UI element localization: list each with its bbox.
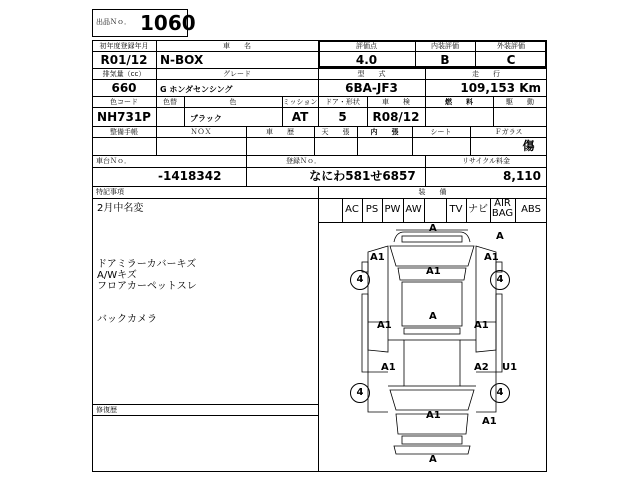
mileage-value: 109,153 Km (460, 81, 541, 95)
tire-rear-right: 4 (490, 383, 510, 403)
history-label: 車 歴 (266, 128, 294, 136)
car-name-value: N-BOX (160, 53, 204, 67)
equip-tv: TV (449, 204, 463, 215)
displacement-value: 660 (111, 81, 137, 95)
score-value: 4.0 (355, 53, 378, 67)
chassis-label: 車台Ｎｏ． (96, 157, 131, 165)
color-value: ブラック (190, 114, 222, 123)
drive-label: 駆 動 (506, 98, 534, 106)
equipment-label: 装 備 (418, 188, 447, 196)
equip-pw: PW (384, 204, 401, 215)
glass-label: Ｆガラス (494, 128, 523, 136)
grade-value: G ホンダセンシング (160, 85, 233, 94)
repair-label: 修復歴 (96, 406, 117, 414)
doors-label: ドア・形状 (325, 98, 360, 106)
grade-label: グレード (223, 70, 251, 78)
chassis-value: -1418342 (158, 169, 222, 183)
displacement-label: 排気量（cc） (102, 70, 146, 78)
int-cover-label: 内 張 (370, 128, 399, 136)
manual-label: 整備手帳 (110, 128, 138, 136)
seat-label: シート (430, 128, 452, 136)
tire-front-right: 4 (490, 270, 510, 290)
damage-mark: A (429, 223, 437, 234)
equip-ac: AC (345, 204, 359, 215)
plate-value: なにわ581せ6857 (309, 169, 416, 183)
remarks-label: 特記事項 (96, 188, 124, 196)
damage-mark: A1 (370, 252, 385, 263)
equip-airbag: AIR BAG (491, 198, 514, 219)
inspection-value: R08/12 (372, 110, 420, 124)
damage-mark: U1 (502, 362, 518, 373)
tire-front-left: 4 (350, 270, 370, 290)
lot-number: 1060 (140, 11, 196, 35)
damage-mark: A (429, 454, 437, 465)
damage-mark: A1 (381, 362, 396, 373)
car-name-label: 車 名 (223, 42, 251, 50)
remark-line-3: A/Wキズ (97, 270, 137, 281)
interior-value: B (440, 53, 450, 67)
damage-mark: A1 (426, 266, 441, 277)
damage-mark: A (429, 311, 437, 322)
color-label: 色 (229, 98, 237, 106)
fuel-label: 燃 料 (445, 98, 473, 106)
damage-mark: A1 (474, 320, 489, 331)
first-reg-value: R01/12 (100, 53, 148, 67)
equip-aw: AW (405, 204, 422, 215)
inspection-label: 車 検 (382, 98, 410, 106)
nox-label: ＮＯＸ (190, 128, 212, 136)
recycle-label: リサイクル料金 (461, 157, 511, 165)
equip-ps: PS (365, 204, 379, 215)
sunroof-label: 天 張 (321, 128, 350, 136)
transmission-value: AT (291, 110, 309, 124)
transmission-label: ミッション (282, 98, 318, 106)
damage-mark: A1 (482, 416, 497, 427)
car-diagram (318, 222, 547, 472)
remark-line-5: バックカメラ (97, 314, 157, 325)
remark-line-2: ドアミラーカバーキズ (97, 259, 197, 270)
exterior-value: C (506, 53, 516, 67)
damage-mark: A1 (377, 320, 392, 331)
score-label: 評価点 (356, 42, 377, 50)
glass-value: 傷 (522, 139, 535, 153)
lot-number-label: 出品Ｎｏ． (96, 18, 131, 26)
mileage-label: 走 行 (472, 70, 500, 78)
exterior-label: 外装評価 (497, 42, 525, 50)
color-change-label: 色替 (163, 98, 177, 106)
color-code-value: NH731P (97, 110, 151, 124)
first-reg-label: 初年度登録年月 (99, 42, 149, 50)
doors-value: 5 (338, 110, 347, 124)
interior-label: 内装評価 (431, 42, 459, 50)
model-label: 型 式 (357, 70, 386, 78)
remark-line-4: フロアカーペットスレ (97, 281, 197, 292)
color-code-label: 色コード (110, 98, 138, 106)
damage-mark: A (496, 231, 504, 242)
damage-mark: A2 (474, 362, 489, 373)
equip-abs: ABS (521, 204, 541, 215)
remark-line-1: 2月中名変 (97, 203, 144, 214)
tire-rear-left: 4 (350, 383, 370, 403)
recycle-value: 8,110 (503, 169, 541, 183)
equip-navi: ナビ (468, 204, 488, 215)
model-value: 6BA-JF3 (345, 81, 398, 95)
damage-mark: A1 (484, 252, 499, 263)
damage-mark: A1 (426, 410, 441, 421)
plate-label: 登録Ｎｏ． (286, 157, 321, 165)
